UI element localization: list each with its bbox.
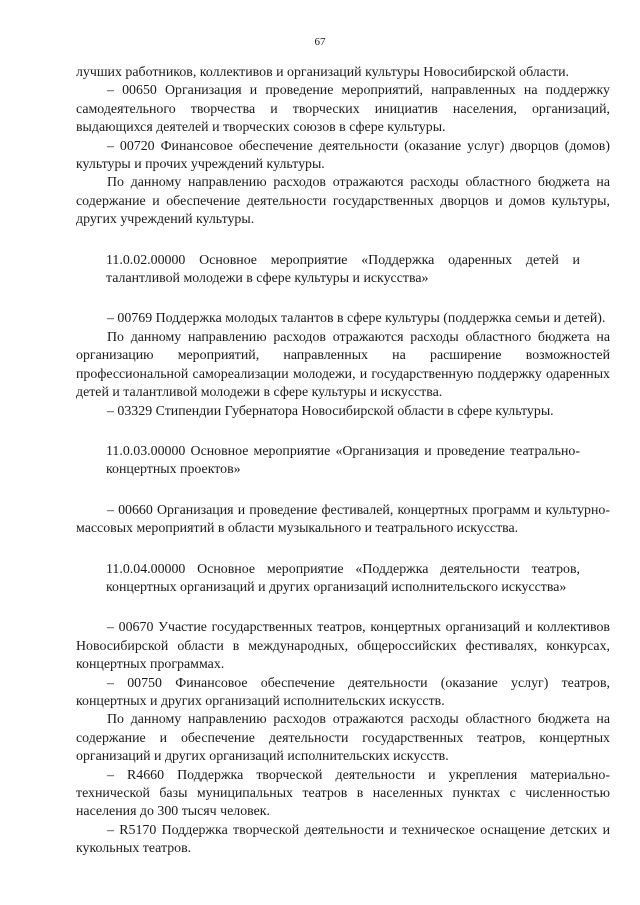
paragraph: По данному направлению расходов отражаются расходы областного бюджета на организацию мероприятий, направленных на расширение возможностей профессиональной самореализации молодежи, и государственную поддержку одаренных детей и талантливой молодежи в сфере культуры и искусства. (76, 329, 610, 401)
paragraph: – 00750 Финансовое обеспечение деятельности (оказание услуг) театров, концертных и других организаций исполнительских искусств. (76, 675, 610, 709)
section-heading: 11.0.04.00000 Основное мероприятие «Поддержка деятельности театров, концертных организаций и других организаций исполнительского искусства» (106, 561, 580, 595)
paragraph: – 00769 Поддержка молодых талантов в сфере культуры (поддержка семьи и детей). (107, 311, 606, 327)
paragraph: – 00720 Финансовое обеспечение деятельности (оказание услуг) дворцов (домов) культуры и прочих учреждений культуры. (76, 138, 610, 173)
paragraph: – 00670 Участие государственных театров, концертных организаций и коллективов Новосибирской области в международных, общероссийских фестивалях, конкурсах, концертных программах. (76, 620, 610, 673)
paragraph: – 00660 Организация и проведение фестивалей, концертных программ и культурно-массовых мероприятий в области музыкального и театрального искусства. (76, 502, 610, 537)
page-number: 67 (314, 36, 326, 48)
document-body (76, 64, 610, 859)
section-heading: 11.0.03.00000 Основное мероприятие «Организация и проведение театрально-концертных проектов» (106, 443, 580, 478)
paragraph: По данному направлению расходов отражаются расходы областного бюджета на содержание и обеспечение деятельности государственных дворцов и домов культуры, других учреждений культуры. (76, 175, 610, 228)
paragraph: лучших работников, коллективов и организаций культуры Новосибирской области. (76, 65, 570, 80)
paragraph: – R4660 Поддержка творческой деятельности и укрепления материально-технической базы муниципальных театров в населенных пунктах с численностью населения до 300 тысяч человек. (76, 767, 610, 820)
paragraph: По данному направлению расходов отражаются расходы областного бюджета на содержание и обеспечение деятельности государственных театров, концертных организаций и других организаций исполнительских искусств. (76, 712, 610, 765)
section-heading: 11.0.02.00000 Основное мероприятие «Поддержка одаренных детей и талантливой молодежи в сфере культуры и искусства» (106, 252, 580, 287)
paragraph: – 03329 Стипендии Губернатора Новосибирской области в сфере культуры. (107, 403, 554, 419)
paragraph: – R5170 Поддержка творческой деятельности и техническое оснащение детских и кукольных театров. (76, 822, 610, 857)
paragraph: – 00650 Организация и проведение мероприятий, направленных на поддержку самодеятельного творчества и творческих инициатив населения, организаций, выдающихся деятелей и творческих союзов в сфере культуры. (76, 83, 610, 136)
